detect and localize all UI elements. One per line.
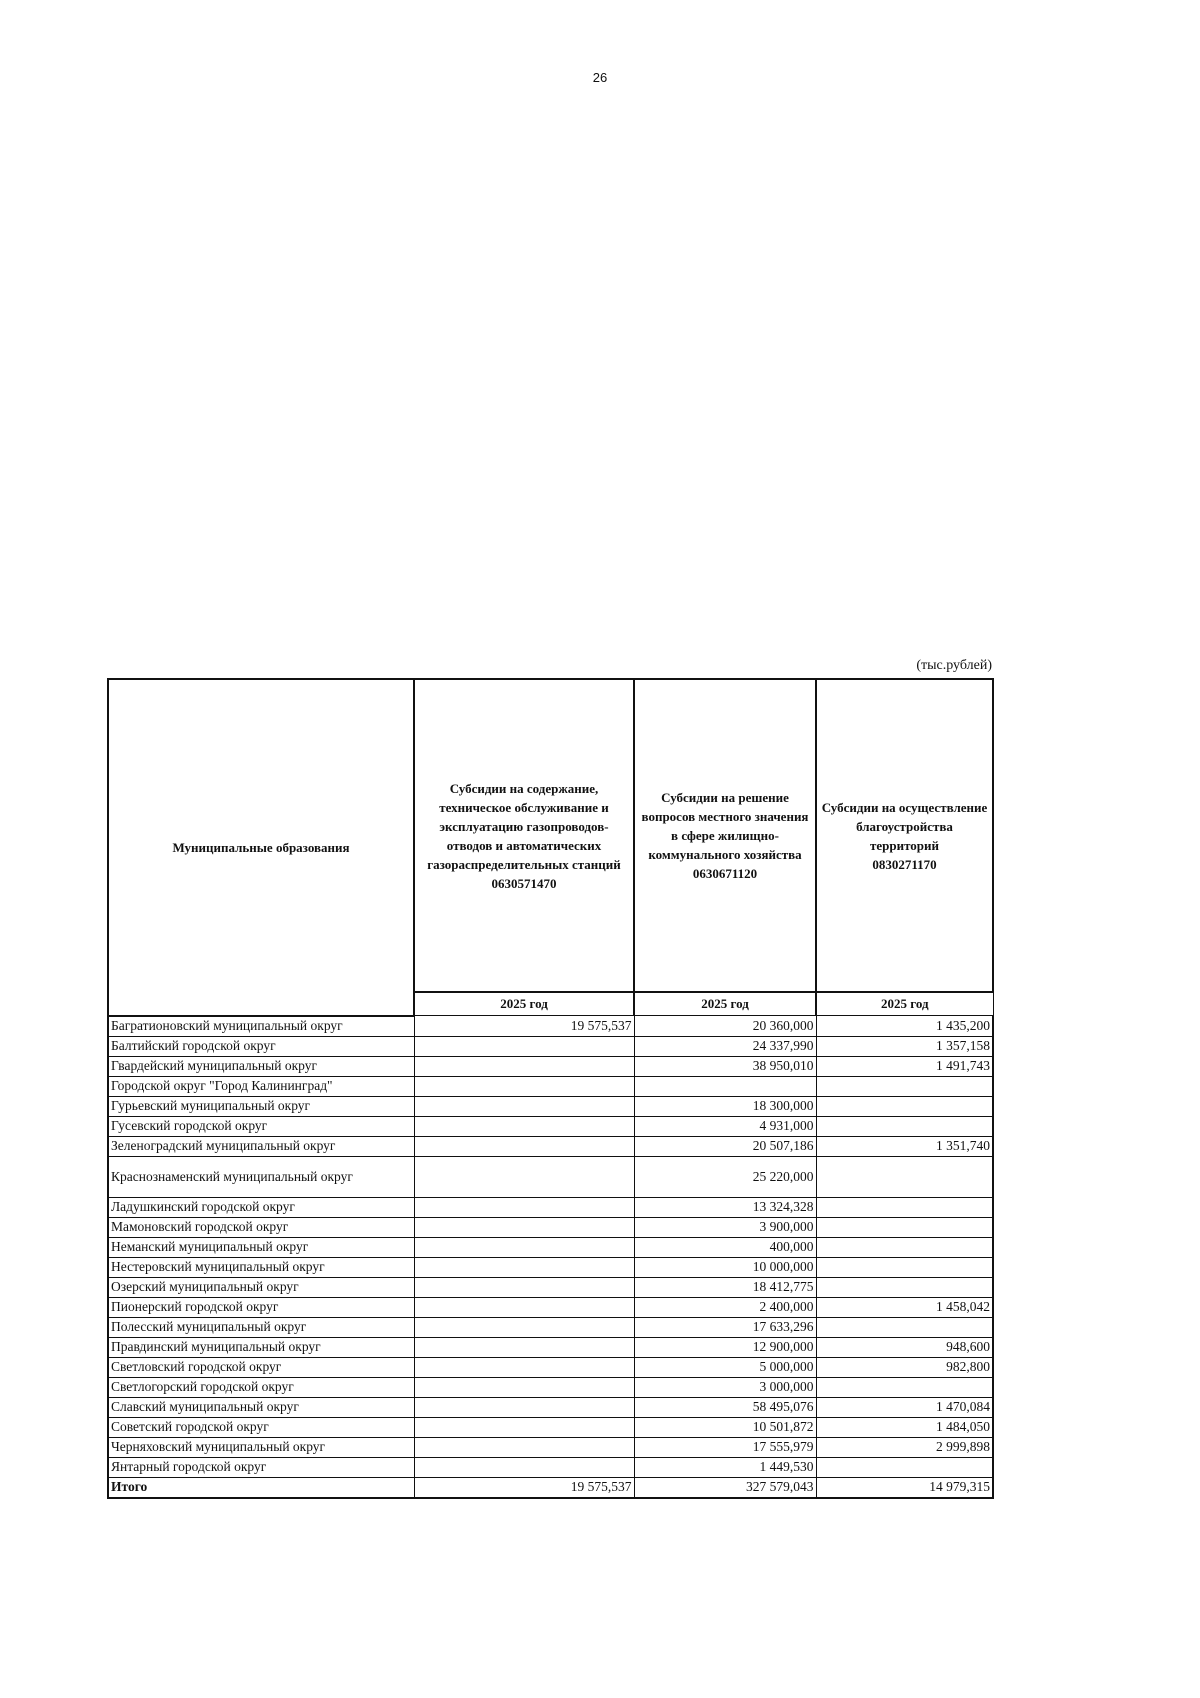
landscaping-subsidy-value: 1 470,084 [816, 1397, 993, 1417]
table-row [108, 1076, 993, 1096]
housing-subsidy-value: 400,000 [634, 1237, 816, 1257]
municipality-name: Черняховский муниципальный округ [108, 1437, 414, 1457]
column-title: Субсидии на решение вопросов местного значения в сфере жилищно-коммунального хозяйства [641, 790, 809, 862]
housing-subsidy-value: 3 000,000 [634, 1377, 816, 1397]
housing-subsidy-value: 1 449,530 [634, 1457, 816, 1477]
table-row [108, 1377, 993, 1397]
table-row [108, 1156, 993, 1197]
gas-subsidy-value [414, 1217, 634, 1237]
table-row [108, 1417, 993, 1437]
gas-subsidy-value: 19 575,537 [414, 1016, 634, 1037]
landscaping-subsidy-value [816, 1277, 993, 1297]
year-header: 2025 год [414, 992, 634, 1016]
year-header: 2025 год [816, 992, 993, 1016]
table-row [108, 1237, 993, 1257]
header-row [108, 679, 993, 992]
housing-subsidy-value: 2 400,000 [634, 1297, 816, 1317]
landscaping-subsidy-value [816, 1377, 993, 1397]
housing-subsidy-value: 38 950,010 [634, 1056, 816, 1076]
landscaping-subsidy-value: 1 491,743 [816, 1056, 993, 1076]
gas-subsidy-value [414, 1377, 634, 1397]
housing-subsidy-value: 327 579,043 [634, 1477, 816, 1498]
landscaping-subsidy-value [816, 1317, 993, 1337]
column-header-housing-subsidies [634, 679, 816, 992]
gas-subsidy-value [414, 1337, 634, 1357]
municipality-name: Янтарный городской округ [108, 1457, 414, 1477]
gas-subsidy-value [414, 1317, 634, 1337]
table-row [108, 1096, 993, 1116]
municipality-name: Балтийский городской округ [108, 1036, 414, 1056]
table-row [108, 1036, 993, 1056]
gas-subsidy-value [414, 1357, 634, 1377]
housing-subsidy-value: 58 495,076 [634, 1397, 816, 1417]
table-row [108, 1197, 993, 1217]
landscaping-subsidy-value [816, 1457, 993, 1477]
gas-subsidy-value [414, 1297, 634, 1317]
landscaping-subsidy-value [816, 1197, 993, 1217]
housing-subsidy-value: 17 555,979 [634, 1437, 816, 1457]
units-label: (тыс.рублей) [916, 658, 992, 673]
landscaping-subsidy-value: 982,800 [816, 1357, 993, 1377]
municipality-name: Краснознаменский муниципальный округ [108, 1156, 414, 1197]
housing-subsidy-value: 5 000,000 [634, 1357, 816, 1377]
landscaping-subsidy-value [816, 1257, 993, 1277]
landscaping-subsidy-value [816, 1096, 993, 1116]
housing-subsidy-value: 10 501,872 [634, 1417, 816, 1437]
municipality-name: Правдинский муниципальный округ [108, 1337, 414, 1357]
housing-subsidy-value: 20 360,000 [634, 1016, 816, 1037]
landscaping-subsidy-value: 2 999,898 [816, 1437, 993, 1457]
municipality-name: Багратионовский муниципальный округ [108, 1016, 414, 1037]
column-header-landscaping-subsidies [816, 679, 993, 992]
year-header: 2025 год [634, 992, 816, 1016]
table-row [108, 1056, 993, 1076]
housing-subsidy-value: 17 633,296 [634, 1317, 816, 1337]
column-title: Субсидии на содержание, техническое обслуживание и эксплуатацию газопроводов-отводов и автоматических газораспределительных станций [427, 780, 621, 872]
subsidies-table [107, 678, 994, 1499]
gas-subsidy-value [414, 1136, 634, 1156]
column-code: 0830271170 [872, 856, 937, 872]
column-title: Субсидии на осуществление благоустройства территорий [821, 799, 988, 853]
gas-subsidy-value [414, 1076, 634, 1096]
housing-subsidy-value: 18 300,000 [634, 1096, 816, 1116]
housing-subsidy-value: 12 900,000 [634, 1337, 816, 1357]
gas-subsidy-value [414, 1056, 634, 1076]
municipality-name: Городской округ "Город Калининград" [108, 1076, 414, 1096]
landscaping-subsidy-value: 1 357,158 [816, 1036, 993, 1056]
total-row [108, 1477, 993, 1498]
table-row [108, 1297, 993, 1317]
municipality-name: Советский городской округ [108, 1417, 414, 1437]
column-code: 0630571470 [491, 875, 557, 891]
gas-subsidy-value [414, 1397, 634, 1417]
landscaping-subsidy-value: 1 458,042 [816, 1297, 993, 1317]
housing-subsidy-value: 10 000,000 [634, 1257, 816, 1277]
municipality-name: Зеленоградский муниципальный округ [108, 1136, 414, 1156]
table-row [108, 1437, 993, 1457]
housing-subsidy-value: 18 412,775 [634, 1277, 816, 1297]
table-row [108, 1257, 993, 1277]
housing-subsidy-value: 25 220,000 [634, 1156, 816, 1197]
column-code: 0630671120 [692, 866, 758, 881]
gas-subsidy-value [414, 1036, 634, 1056]
housing-subsidy-value: 13 324,328 [634, 1197, 816, 1217]
table-row [108, 1016, 993, 1037]
municipality-name: Мамоновский городской округ [108, 1217, 414, 1237]
gas-subsidy-value [414, 1277, 634, 1297]
table-row [108, 1116, 993, 1136]
housing-subsidy-value: 3 900,000 [634, 1217, 816, 1237]
landscaping-subsidy-value: 1 351,740 [816, 1136, 993, 1156]
gas-subsidy-value [414, 1257, 634, 1277]
municipality-name: Гвардейский муниципальный округ [108, 1056, 414, 1076]
municipality-name: Гурьевский муниципальный округ [108, 1096, 414, 1116]
landscaping-subsidy-value: 948,600 [816, 1337, 993, 1357]
landscaping-subsidy-value [816, 1217, 993, 1237]
housing-subsidy-value [634, 1076, 816, 1096]
table-row [108, 1357, 993, 1377]
municipality-name: Нестеровский муниципальный округ [108, 1257, 414, 1277]
municipality-name: Неманский муниципальный округ [108, 1237, 414, 1257]
municipality-name: Ладушкинский городской округ [108, 1197, 414, 1217]
table-body [108, 1016, 993, 1498]
gas-subsidy-value [414, 1237, 634, 1257]
table-row [108, 1317, 993, 1337]
landscaping-subsidy-value: 14 979,315 [816, 1477, 993, 1498]
gas-subsidy-value: 19 575,537 [414, 1477, 634, 1498]
landscaping-subsidy-value [816, 1237, 993, 1257]
table-row [108, 1136, 993, 1156]
column-header-gas-subsidies [414, 679, 634, 992]
table-row [108, 1457, 993, 1477]
gas-subsidy-value [414, 1437, 634, 1457]
gas-subsidy-value [414, 1156, 634, 1197]
gas-subsidy-value [414, 1116, 634, 1136]
landscaping-subsidy-value: 1 435,200 [816, 1016, 993, 1037]
housing-subsidy-value: 4 931,000 [634, 1116, 816, 1136]
page-number: 26 [592, 70, 608, 85]
column-header-municipalities: Муниципальные образования [108, 679, 414, 1016]
municipality-name: Итого [108, 1477, 414, 1498]
landscaping-subsidy-value: 1 484,050 [816, 1417, 993, 1437]
housing-subsidy-value: 24 337,990 [634, 1036, 816, 1056]
table-row [108, 1337, 993, 1357]
landscaping-subsidy-value [816, 1156, 993, 1197]
table-row [108, 1277, 993, 1297]
gas-subsidy-value [414, 1417, 634, 1437]
municipality-name: Пионерский городской округ [108, 1297, 414, 1317]
landscaping-subsidy-value [816, 1076, 993, 1096]
gas-subsidy-value [414, 1457, 634, 1477]
municipality-name: Полесский муниципальный округ [108, 1317, 414, 1337]
landscaping-subsidy-value [816, 1116, 993, 1136]
municipality-name: Славский муниципальный округ [108, 1397, 414, 1417]
gas-subsidy-value [414, 1096, 634, 1116]
table-row [108, 1217, 993, 1237]
table-row [108, 1397, 993, 1417]
housing-subsidy-value: 20 507,186 [634, 1136, 816, 1156]
municipality-name: Озерский муниципальный округ [108, 1277, 414, 1297]
municipality-name: Гусевский городской округ [108, 1116, 414, 1136]
municipality-name: Светловский городской округ [108, 1357, 414, 1377]
gas-subsidy-value [414, 1197, 634, 1217]
municipality-name: Светлогорский городской округ [108, 1377, 414, 1397]
